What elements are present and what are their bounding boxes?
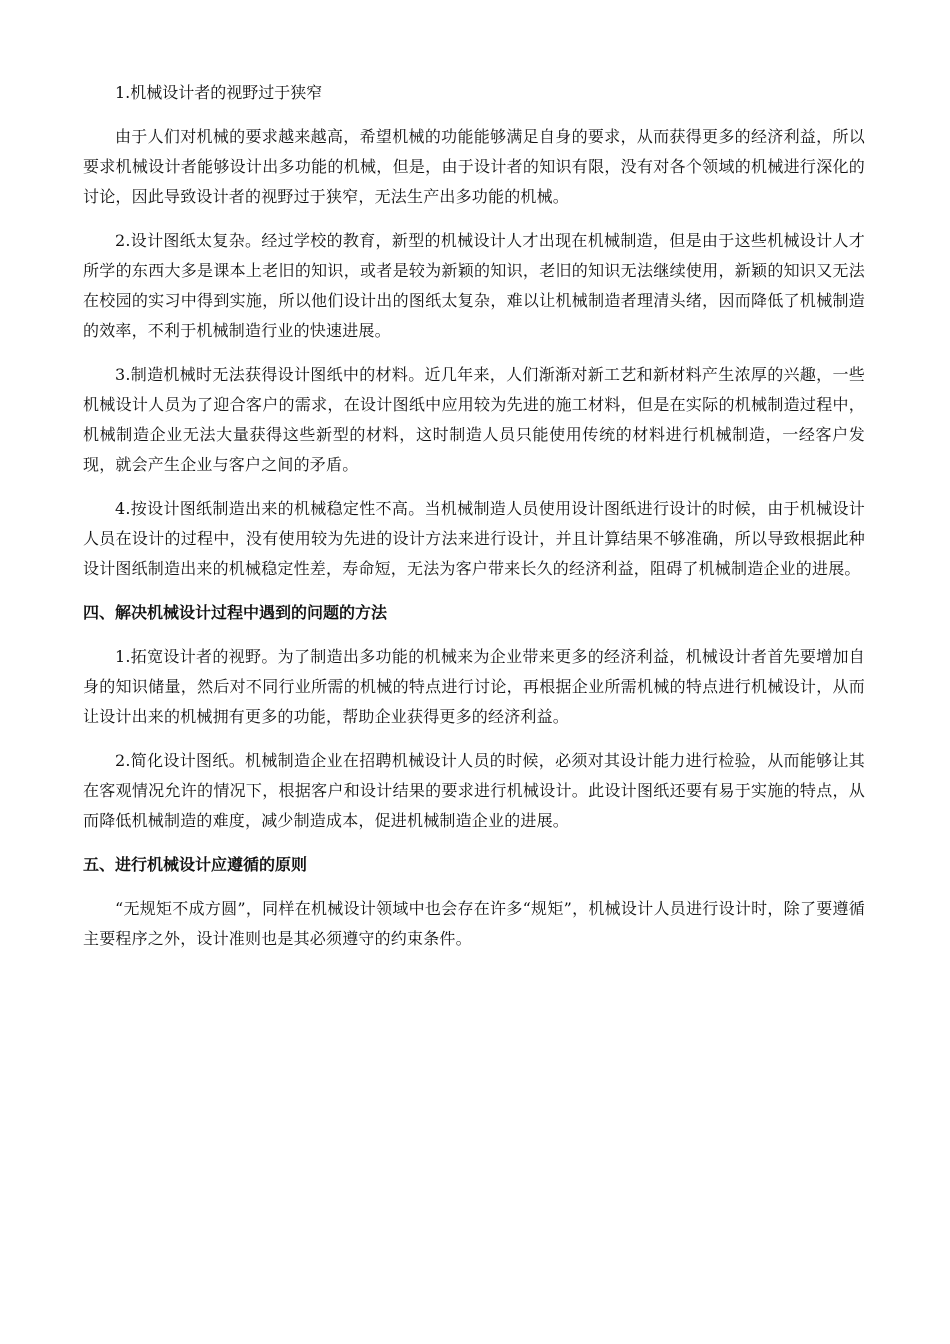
paragraph-narrow-vision: 由于人们对机械的要求越来越高，希望机械的功能能够满足自身的要求，从而获得更多的经济利益，所以要求机械设计者能够设计出多功能的机械，但是，由于设计者的知识有限，没有对各个领域的机械进行深化的讨论，因此导致设计者的视野过于狭窄，无法生产出多功能的机械。 <box>83 127 865 206</box>
paragraph-material-unavailable: 3.制造机械时无法获得设计图纸中的材料。近几年来，人们渐渐对新工艺和新材料产生浓厚的兴趣，一些机械设计人员为了迎合客户的需求，在设计图纸中应用较为先进的施工材料，但是在实际的机械制造过程中，机械制造企业无法大量获得这些新型的材料，这时制造人员只能使用传统的材料进行机械制造，一经客户发现，就会产生企业与客户之间的矛盾。 <box>83 365 865 474</box>
paragraph-broaden-vision: 1.拓宽设计者的视野。为了制造出多功能的机械来为企业带来更多的经济利益，机械设计者首先要增加自身的知识储量，然后对不同行业所需的机械的特点进行讨论，再根据企业所需机械的特点进行机械设计，从而让设计出来的机械拥有更多的功能，帮助企业获得更多的经济利益。 <box>83 647 865 726</box>
item-title-narrow-vision: 1.机械设计者的视野过于狭窄 <box>115 83 323 102</box>
paragraph-complex-drawings: 2.设计图纸太复杂。经过学校的教育，新型的机械设计人才出现在机械制造，但是由于这些机械设计人才所学的东西大多是课本上老旧的知识，或者是较为新颖的知识，老旧的知识无法继续使用，新颖的知识又无法在校园的实习中得到实施，所以他们设计出的图纸太复杂，难以让机械制造者理清头绪，因而降低了机械制造的效率，不利于机械制造行业的快速进展。 <box>83 231 865 340</box>
document-body <box>83 78 865 968</box>
section-heading-solutions: 四、解决机械设计过程中遇到的问题的方法 <box>83 603 388 622</box>
paragraph-principles-intro: “无规矩不成方圆”，同样在机械设计领域中也会存在许多“规矩”，机械设计人员进行设计时，除了要遵循主要程序之外，设计准则也是其必须遵守的约束条件。 <box>83 899 865 948</box>
paragraph-simplify-drawings: 2.简化设计图纸。机械制造企业在招聘机械设计人员的时候，必须对其设计能力进行检验，从而能够让其在客观情况允许的情况下，根据客户和设计结果的要求进行机械设计。此设计图纸还要有易于实施的特点，从而降低机械制造的难度，减少制造成本，促进机械制造企业的进展。 <box>83 751 865 830</box>
paragraph-low-stability: 4.按设计图纸制造出来的机械稳定性不高。当机械制造人员使用设计图纸进行设计的时候，由于机械设计人员在设计的过程中，没有使用较为先进的设计方法来进行设计，并且计算结果不够准确，所以导致根据此种设计图纸制造出来的机械稳定性差，寿命短，无法为客户带来长久的经济利益，阻碍了机械制造企业的进展。 <box>83 499 865 578</box>
section-heading-principles: 五、进行机械设计应遵循的原则 <box>83 855 308 874</box>
